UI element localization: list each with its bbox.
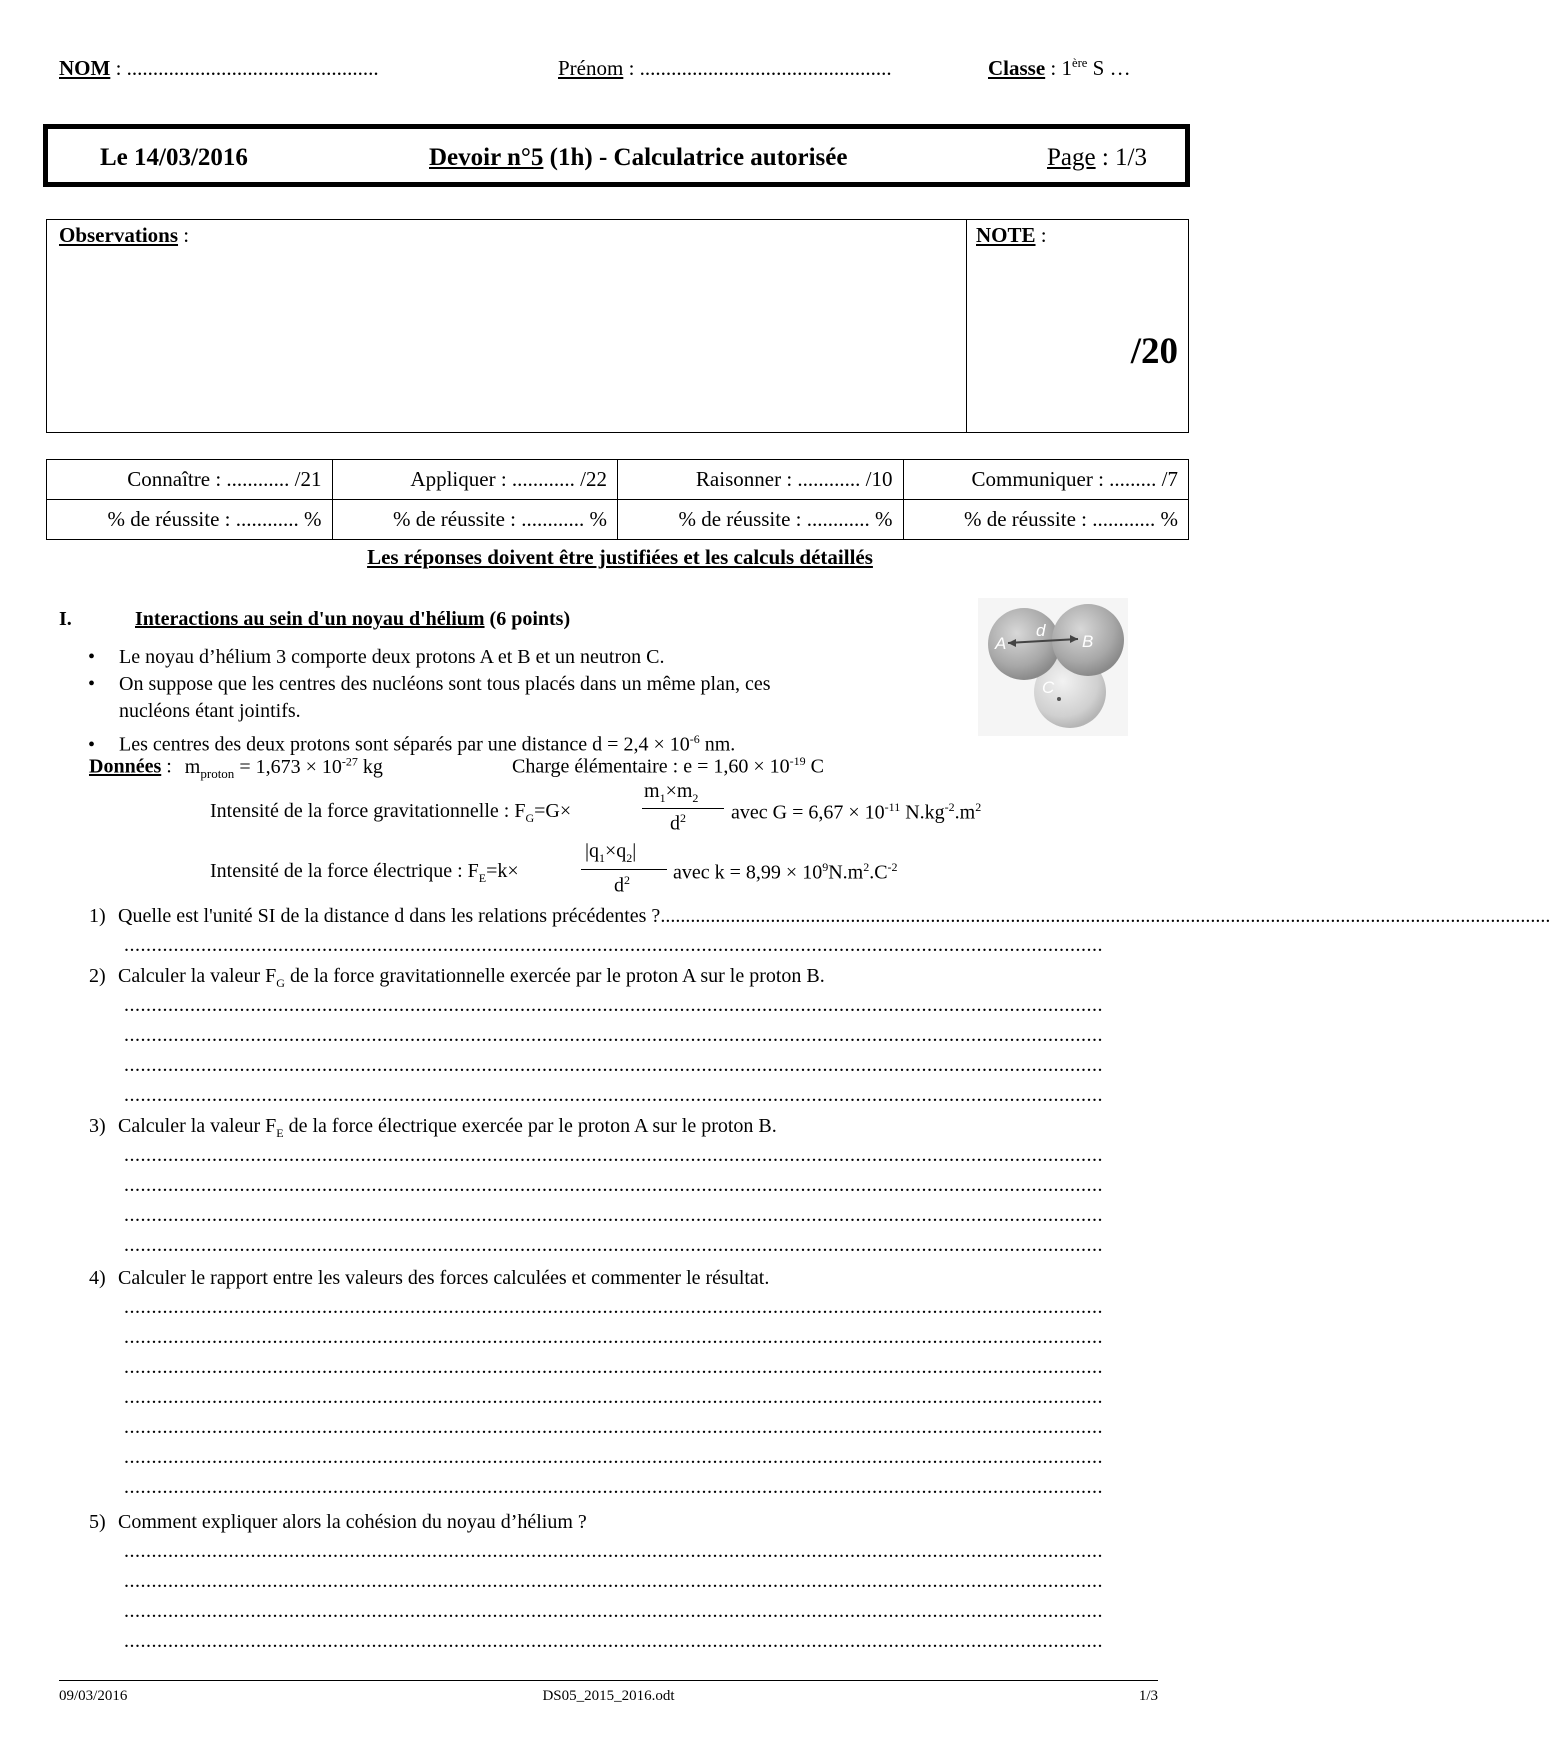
neutron-center-dot bbox=[1057, 697, 1061, 701]
answer-line[interactable]: .................................................................................................................................................................................. bbox=[124, 1446, 1103, 1468]
donnees-label: Données bbox=[89, 755, 162, 778]
section-title: Interactions au sein d'un noyau d'hélium bbox=[135, 608, 485, 630]
proton-mass: $m_{proton} = 1,673 \times 10^{-27}$ kg bbox=[184, 754, 383, 781]
answer-line[interactable]: .................................................................................................................................................................................. bbox=[124, 1204, 1103, 1226]
answer-line[interactable]: .................................................................................................................................................................................. bbox=[124, 1386, 1103, 1408]
answer-line[interactable]: .................................................................................................................................................................................. bbox=[124, 1296, 1103, 1318]
note-total: /20 bbox=[1130, 331, 1178, 372]
prenom-field[interactable] bbox=[558, 56, 892, 81]
bullet-item: • Les centres des deux protons sont séparés par une distance $d = 2,4 \times 10^{-6}$ nm. bbox=[88, 732, 736, 756]
classe-label: Classe bbox=[988, 56, 1046, 80]
percent-communiquer[interactable]: % de réussite : ............ % bbox=[903, 500, 1189, 540]
devoir-rest: (1h) - Calculatrice autorisée bbox=[543, 144, 848, 171]
question-4: 4) Calculer le rapport entre les valeurs des forces calculées et commenter le résultat. bbox=[89, 1267, 770, 1289]
answer-line[interactable]: .................................................................................................................................................................................. bbox=[124, 1540, 1103, 1562]
answer-line[interactable]: .................................................................................................................................................................................. bbox=[124, 1144, 1103, 1166]
bullet-item-cont: nucléons étant jointifs. bbox=[119, 700, 301, 722]
footer-rule bbox=[59, 1680, 1158, 1681]
note-area[interactable] bbox=[966, 220, 1188, 432]
helium-nucleus-figure bbox=[978, 598, 1128, 736]
answer-line[interactable]: .................................................................................................................................................................................. bbox=[124, 1024, 1103, 1046]
note-label: NOTE bbox=[976, 223, 1036, 247]
formula-gravitational: Intensité de la force gravitationnelle : $F_G=G\times$ $m_1\times m_2$ $d^2$ avec $G = 6,67 \times 10^{-11}$ $N.kg^{-2}.m^2$ bbox=[210, 780, 982, 835]
title-box bbox=[43, 124, 1190, 187]
percent-connaitre[interactable]: % de réussite : ............ % bbox=[47, 500, 333, 540]
constant-g: avec $G = 6,67 \times 10^{-11}$ $N.kg^{-2}.m^2$ bbox=[731, 800, 982, 824]
bullet-item: • On suppose que les centres des nucléons sont tous placés dans un même plan, ces bbox=[88, 673, 771, 695]
answer-line[interactable]: .................................................................................................................................................................................. bbox=[124, 1326, 1103, 1348]
fg-denominator: $d^2$ bbox=[670, 811, 686, 835]
nom-dots: : ................................................ bbox=[110, 56, 379, 80]
skill-raisonner[interactable]: Raisonner : ............ /10 bbox=[618, 460, 904, 500]
label-c: C bbox=[1042, 678, 1055, 697]
page-indicator bbox=[1047, 144, 1147, 172]
classe-field[interactable] bbox=[988, 56, 1131, 81]
footer-date: 09/03/2016 bbox=[59, 1688, 128, 1704]
label-d: d bbox=[1036, 621, 1046, 640]
exam-date: Le 14/03/2016 bbox=[100, 144, 248, 171]
percent-appliquer[interactable]: % de réussite : ............ % bbox=[332, 500, 618, 540]
donnees-line: Données : $m_{proton} = 1,673 \times 10^{-27}$ kg bbox=[89, 754, 383, 781]
fg-numerator: $m_1\times m_2$ bbox=[644, 780, 699, 805]
answer-line[interactable]: .................................................................................................................................................................................. bbox=[124, 1356, 1103, 1378]
footer bbox=[59, 1688, 1158, 1708]
answer-line[interactable]: .................................................................................................................................................................................. bbox=[124, 1570, 1103, 1592]
section-heading bbox=[59, 608, 571, 631]
answer-line[interactable]: .................................................................................................................................................................................. bbox=[124, 1416, 1103, 1438]
question-3: 3) Calculer la valeur $F_E$ de la force électrique exercée par le proton A sur le proton B. bbox=[89, 1115, 777, 1140]
header-row bbox=[59, 56, 1179, 84]
observations-colon: : bbox=[178, 223, 190, 247]
answer-line[interactable]: .................................................................................................................................................................................. bbox=[124, 1174, 1103, 1196]
page-value: : 1/3 bbox=[1095, 144, 1148, 171]
answer-line[interactable]: .................................................................................................................................................................................. bbox=[124, 1630, 1103, 1652]
prenom-label: Prénom bbox=[558, 56, 624, 80]
fg-fraction-bar bbox=[642, 808, 724, 809]
skill-connaitre[interactable]: Connaître : ............ /21 bbox=[47, 460, 333, 500]
answer-line[interactable]: .................................................................................................................................................................................. bbox=[124, 994, 1103, 1016]
exam-title bbox=[429, 144, 847, 172]
skill-communiquer[interactable]: Communiquer : ......... /7 bbox=[903, 460, 1189, 500]
observations-box bbox=[46, 219, 1189, 433]
answer-line[interactable]: .................................................................................................................................................................................. bbox=[124, 1054, 1103, 1076]
question-1: 1) Quelle est l'unité SI de la distance d dans les relations précédentes ?.................................................................................................................................................................................. bbox=[89, 905, 1550, 927]
page-label: Page bbox=[1047, 144, 1096, 171]
skills-row-percent bbox=[47, 500, 1189, 540]
footer-page: 1/3 bbox=[1138, 1688, 1158, 1704]
formula-electric: Intensité de la force électrique : $F_E=k\times$ $|q_1\times q_2|$ $d^2$ avec $k = 8,99 \times 10^9N.m^2.C^{-2}$ bbox=[210, 840, 898, 897]
devoir-label: Devoir n°5 bbox=[429, 144, 544, 171]
observations-label: Observations bbox=[59, 223, 179, 247]
label-a: A bbox=[995, 634, 1007, 653]
note-colon: : bbox=[1035, 223, 1047, 247]
prenom-dots: : ................................................ bbox=[623, 56, 892, 80]
answer-line[interactable]: .................................................................................................................................................................................. bbox=[124, 1234, 1103, 1256]
observations-area[interactable] bbox=[47, 220, 967, 432]
skills-row-scores bbox=[47, 460, 1189, 500]
fe-denominator: $d^2$ bbox=[614, 873, 630, 897]
percent-raisonner[interactable]: % de réussite : ............ % bbox=[618, 500, 904, 540]
fe-numerator: $|q_1\times q_2|$ bbox=[585, 840, 637, 865]
answer-line[interactable]: .................................................................................................................................................................................. bbox=[124, 934, 1103, 956]
fe-fraction-bar bbox=[581, 869, 667, 870]
bullet-item: • Le noyau d’hélium 3 comporte deux protons A et B et un neutron C. bbox=[88, 646, 665, 668]
section-points: (6 points) bbox=[484, 608, 571, 630]
answer-line[interactable]: .................................................................................................................................................................................. bbox=[124, 1476, 1103, 1498]
answer-line[interactable]: .................................................................................................................................................................................. bbox=[124, 1084, 1103, 1106]
nom-label: NOM bbox=[59, 56, 111, 80]
section-number: I. bbox=[59, 608, 72, 630]
nom-field[interactable] bbox=[59, 56, 379, 81]
constant-k: avec $k = 8,99 \times 10^9N.m^2.C^{-2}$ bbox=[673, 860, 898, 884]
skills-table bbox=[46, 459, 1189, 540]
question-2: 2) Calculer la valeur $F_G$ de la force gravitationnelle exercée par le proton A sur le proton B. bbox=[89, 965, 825, 990]
label-b: B bbox=[1082, 632, 1094, 651]
skill-appliquer[interactable]: Appliquer : ............ /22 bbox=[332, 460, 618, 500]
classe-value: : 1ère S … bbox=[1045, 56, 1131, 80]
footer-filename: DS05_2015_2016.odt bbox=[542, 1688, 675, 1704]
answer-dots-inline[interactable]: .................................................................................................................................................................................. bbox=[660, 905, 1550, 927]
elementary-charge: Charge élémentaire : $e = 1,60 \times 10^{-19}$ C bbox=[512, 754, 824, 778]
question-5: 5) Comment expliquer alors la cohésion du noyau d’hélium ? bbox=[89, 1511, 587, 1533]
answer-line[interactable]: .................................................................................................................................................................................. bbox=[124, 1600, 1103, 1622]
instruction-text: Les réponses doivent être justifiées et les calculs détaillés bbox=[367, 545, 873, 569]
